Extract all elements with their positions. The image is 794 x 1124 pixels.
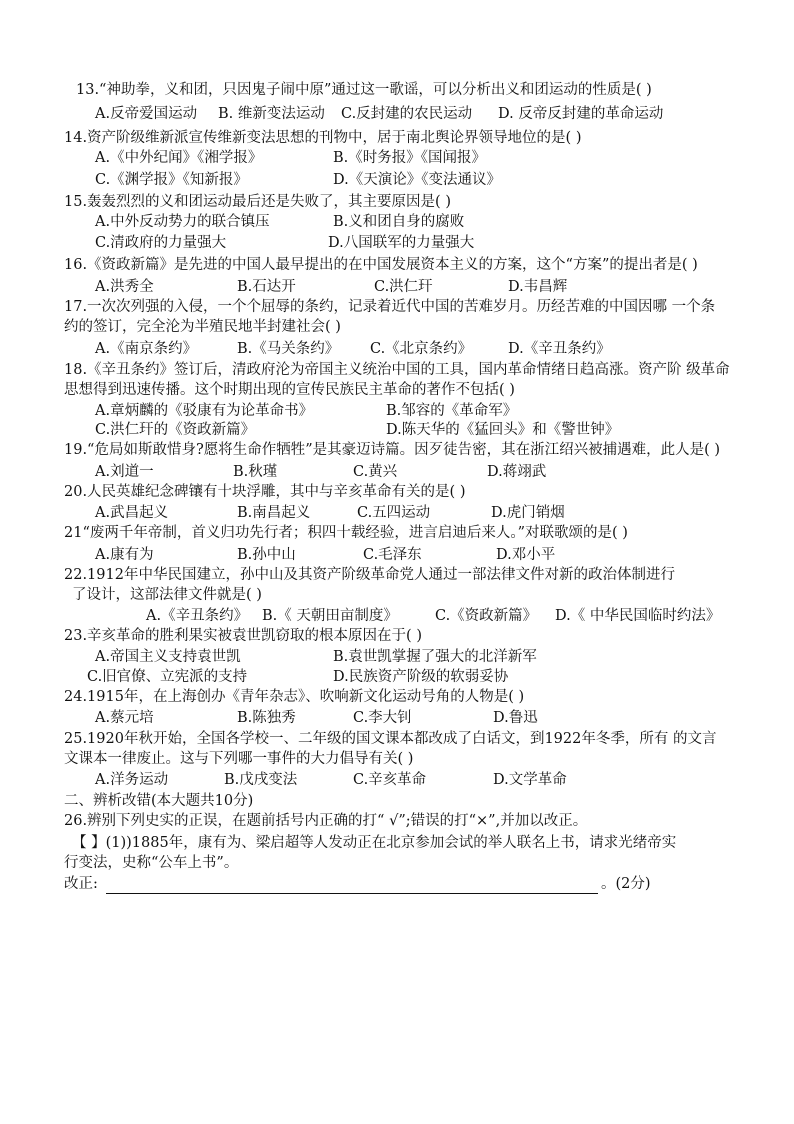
q25-option-a: A.洋务运动 <box>95 772 169 788</box>
q16-option-c: C.洪仁玕 <box>374 279 433 295</box>
q26-stem: 26.辨别下列史实的正误，在题前括号内正确的打“ √”;错误的打“×”,并加以改正。 <box>64 813 588 829</box>
q13-option-c: C.反封建的农民运动 <box>341 106 473 122</box>
q13-option-b: B. 维新变法运动 <box>218 106 325 122</box>
q25-option-c: C.辛亥革命 <box>353 772 427 788</box>
q19-option-b: B.秋瑾 <box>233 464 278 480</box>
q17-stem-line1: 17.一次次列强的入侵，一个个屈辱的条约，记录着近代中国的苦难岁月。历经苦难的中国因哪 一个条 <box>64 299 716 315</box>
q22-option-b: B.《 天朝田亩制度》 <box>262 608 398 624</box>
q20-option-a: A.武昌起义 <box>95 505 169 521</box>
q16-stem: 16.《资政新篇》是先进的中国人最早提出的在中国发展资本主义的方案，这个“方案”的提出者是( ) <box>64 257 698 273</box>
q17-option-d: D.《辛丑条约》 <box>508 341 611 357</box>
q22-stem-line2: 了设计，这部法律文件就是( ) <box>72 587 262 603</box>
q18-option-d: D.陈天华的《猛回头》和《警世钟》 <box>386 422 620 438</box>
q19-option-d: D.蒋翊武 <box>487 464 547 480</box>
q20-stem: 20.人民英雄纪念碑镶有十块浮雕，其中与辛亥革命有关的是( ) <box>64 484 466 500</box>
q23-option-a: A.帝国主义支持袁世凯 <box>95 649 241 665</box>
q17-option-b: B.《马关条约》 <box>237 341 340 357</box>
q21-stem: 21“废两千年帝制，首义归功先行者；积四十载经验，进言启迪后来人。”对联歌颂的是( ) <box>64 525 628 541</box>
q15-stem: 15.轰轰烈烈的义和团运动最后还是失败了，其主要原因是( ) <box>64 194 451 210</box>
q26-item1-line1: 【 】(1))1885年，康有为、梁启超等人发动正在北京参加会试的举人联名上书，请求光绪帝实 <box>72 835 677 851</box>
q16-option-b: B.石达开 <box>237 279 296 295</box>
q15-option-d: D.八国联军的力量强大 <box>328 235 475 251</box>
q20-option-b: B.南昌起义 <box>237 505 311 521</box>
q22-option-c: C.《资政新篇》 <box>435 608 538 624</box>
q16-option-a: A.洪秀全 <box>95 279 154 295</box>
q17-stem-line2: 约的签订，完全沦为半殖民地半封建社会( ) <box>64 319 341 335</box>
q21-option-d: D.邓小平 <box>496 547 556 563</box>
q13-stem: 13.“神助拳，义和团，只因鬼子闹中原”通过这一歌谣，可以分析出义和团运动的性质是( ) <box>76 82 652 98</box>
q26-item1-line2: 行变法，史称“公车上书”。 <box>64 855 239 871</box>
q21-option-c: C.毛泽东 <box>363 547 422 563</box>
q20-option-d: D.虎门销烟 <box>491 505 565 521</box>
q17-option-c: C.《北京条约》 <box>370 341 473 357</box>
q21-option-b: B.孙中山 <box>237 547 296 563</box>
q13-option-d: D. 反帝反封建的革命运动 <box>498 106 664 122</box>
q22-stem-line1: 22.1912年中华民国建立，孙中山及其资产阶级革命党人通过一部法律文件对新的政治体制进行 <box>64 567 675 583</box>
q18-stem-line2: 思想得到迅速传播。这个时期出现的宣传民族民主革命的著作不包括( ) <box>64 382 515 398</box>
q14-option-d: D.《天演论》《变法通议》 <box>333 172 501 188</box>
q24-option-a: A.蔡元培 <box>95 710 154 726</box>
q25-stem-line2: 文课本一律废止。这与下列哪一事件的大力倡导有关( ) <box>64 751 414 767</box>
q18-stem-line1: 18.《辛丑条约》签订后，清政府沦为帝国主义统治中国的工具，国内革命情绪日趋高涨。资产阶 级革命 <box>64 362 730 378</box>
correction-blank-line[interactable] <box>106 893 598 894</box>
q24-option-b: B.陈独秀 <box>237 710 296 726</box>
q22-option-d: D.《 中华民国临时约法》 <box>555 608 721 624</box>
q15-option-a: A.中外反动势力的联合镇压 <box>95 214 270 230</box>
q13-option-a: A.反帝爱国运动 <box>95 106 198 122</box>
q23-option-b: B.袁世凯掌握了强大的北洋新军 <box>333 649 537 665</box>
q19-stem: 19.“危局如斯敢惜身?愿将生命作牺牲”是其豪迈诗篇。因歹徒告密，其在浙江绍兴被捕遇难，此人是( ) <box>64 442 721 458</box>
q21-option-a: A.康有为 <box>95 547 154 563</box>
q14-stem: 14.资产阶级维新派宣传维新变法思想的刊物中，居于南北舆论界领导地位的是( ) <box>64 130 582 146</box>
q20-option-c: C.五四运动 <box>357 505 431 521</box>
q18-option-b: B.邹容的《革命军》 <box>386 403 518 419</box>
q23-option-d: D.民族资产阶级的软弱妥协 <box>333 669 509 685</box>
q18-option-c: C.洪仁玕的《资政新篇》 <box>95 422 256 438</box>
q24-option-d: D.鲁迅 <box>493 710 538 726</box>
correction-label: 改正: <box>64 876 98 892</box>
q15-option-c: C.清政府的力量强大 <box>95 235 227 251</box>
q24-option-c: C.李大钊 <box>353 710 412 726</box>
q14-option-a: A.《中外纪闻》《湘学报》 <box>95 150 263 166</box>
q14-option-b: B.《时务报》《国闻报》 <box>333 150 487 166</box>
q14-option-c: C.《渊学报》《知新报》 <box>95 172 248 188</box>
q25-option-b: B.戊戌变法 <box>224 772 298 788</box>
q16-option-d: D.韦昌辉 <box>508 279 568 295</box>
correction-score: 。(2分) <box>601 876 651 892</box>
q22-option-a: A.《辛丑条约》 <box>146 608 249 624</box>
q15-option-b: B.义和团自身的腐败 <box>333 214 465 230</box>
q23-stem: 23.辛亥革命的胜利果实被袁世凯窃取的根本原因在于( ) <box>64 628 422 644</box>
q17-option-a: A.《南京条约》 <box>95 341 198 357</box>
q18-option-a: A.章炳麟的《驳康有为论革命书》 <box>95 403 314 419</box>
q24-stem: 24.1915年，在上海创办《青年杂志》、吹响新文化运动号角的人物是( ) <box>64 689 525 705</box>
q23-option-c: C.旧官僚、立宪派的支持 <box>87 669 248 685</box>
q19-option-a: A.刘道一 <box>95 464 154 480</box>
section2-heading: 二、辨析改错(本大题共10分) <box>64 793 254 809</box>
q25-stem-line1: 25.1920年秋开始，全国各学校一、二年级的国文课本都改成了白话文，到1922年冬季，所有 的文言 <box>64 731 717 747</box>
q25-option-d: D.文学革命 <box>493 772 567 788</box>
q19-option-c: C.黄兴 <box>353 464 398 480</box>
